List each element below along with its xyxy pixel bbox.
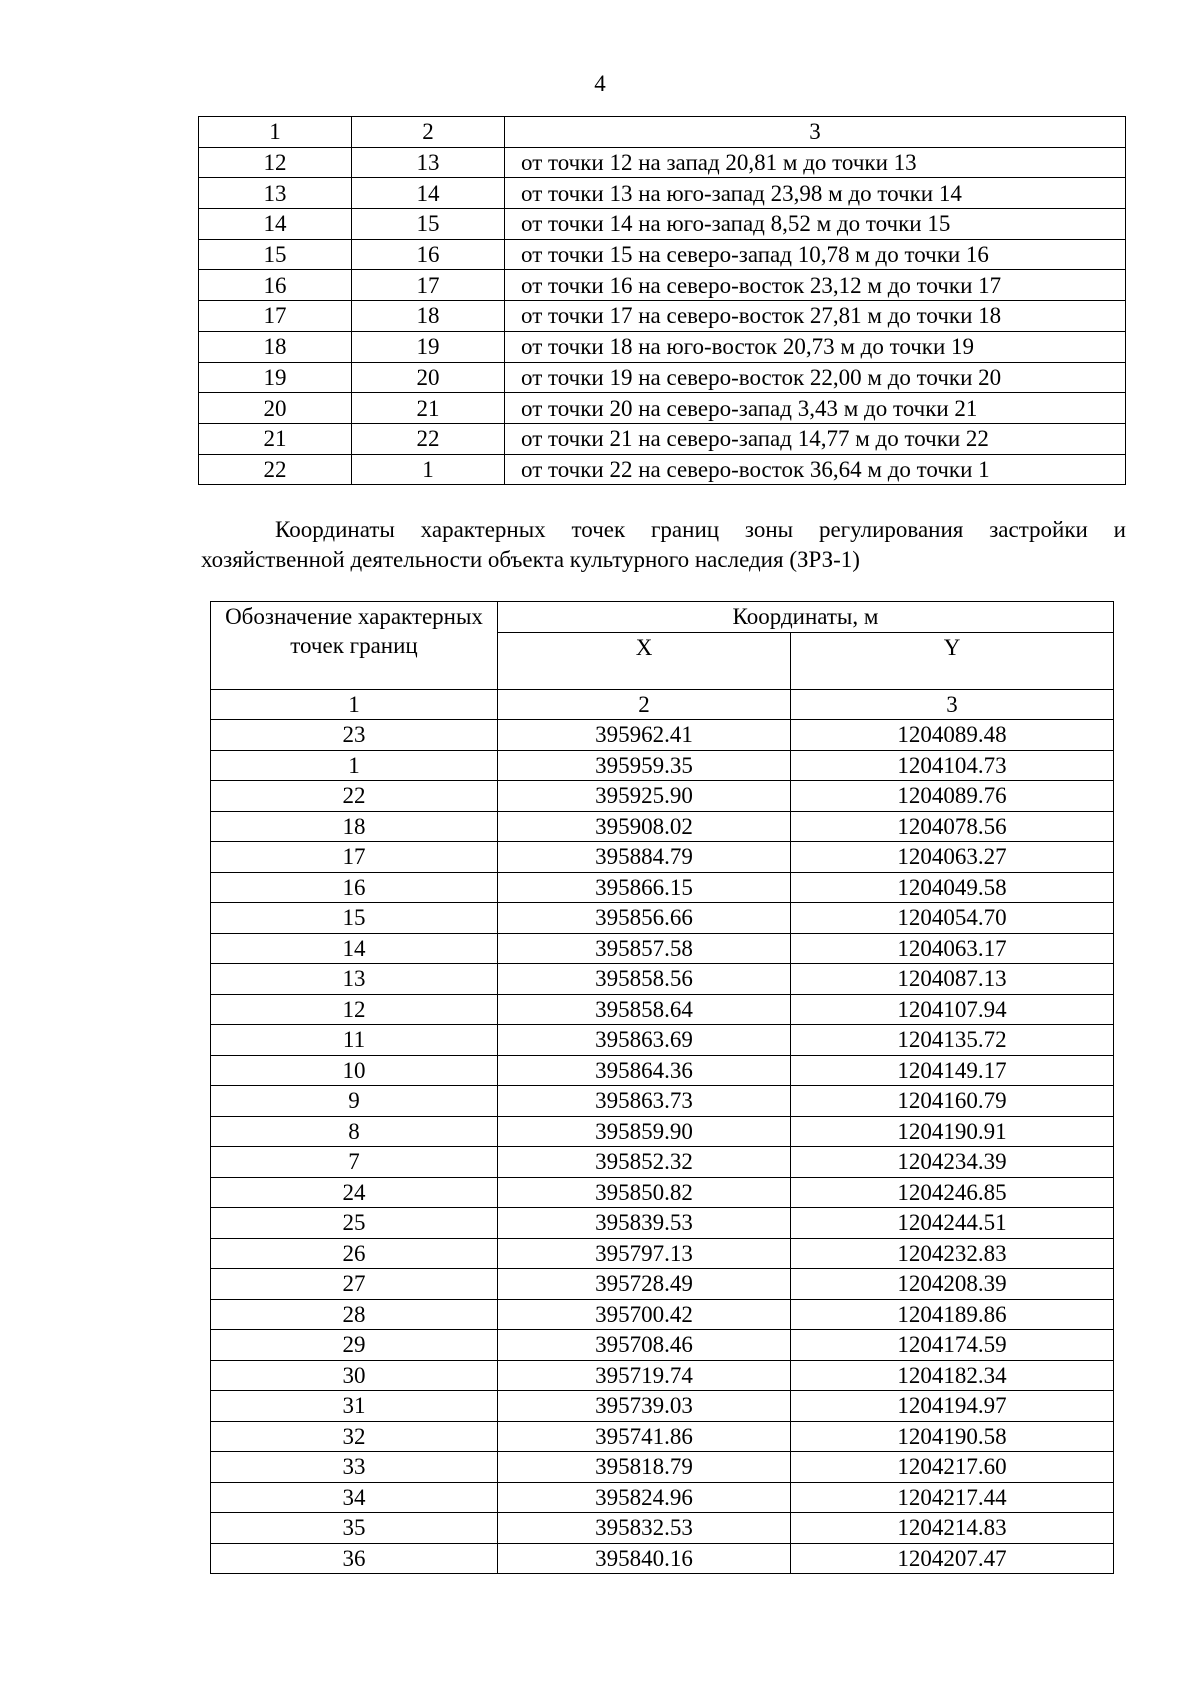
point-cell: 27 (211, 1269, 498, 1300)
y-coordinate-cell: 1204078.56 (791, 811, 1114, 842)
x-coordinate-cell: 395856.66 (498, 903, 791, 934)
table-row (211, 1330, 1114, 1361)
to-point-cell: 17 (352, 270, 505, 301)
x-coordinate-cell: 395839.53 (498, 1208, 791, 1239)
y-coordinate-cell: 1204214.83 (791, 1513, 1114, 1544)
column-number: 1 (211, 689, 498, 720)
table-row (199, 147, 1126, 178)
description-cell: от точки 15 на северо-запад 10,78 м до точки 16 (505, 239, 1126, 270)
description-cell: от точки 14 на юго-запад 8,52 м до точки 15 (505, 209, 1126, 240)
x-coordinate-cell: 395859.90 (498, 1116, 791, 1147)
x-coordinate-cell: 395824.96 (498, 1482, 791, 1513)
table-row (211, 1513, 1114, 1544)
from-point-cell: 16 (199, 270, 352, 301)
point-cell: 32 (211, 1421, 498, 1452)
coordinates-header: Координаты, м (498, 602, 1114, 633)
y-coordinate-cell: 1204054.70 (791, 903, 1114, 934)
point-cell: 12 (211, 994, 498, 1025)
x-coordinate-cell: 395959.35 (498, 750, 791, 781)
x-coordinate-cell: 395866.15 (498, 872, 791, 903)
description-cell: от точки 17 на северо-восток 27,81 м до точки 18 (505, 301, 1126, 332)
table-row (199, 362, 1126, 393)
description-cell: от точки 22 на северо-восток 36,64 м до точки 1 (505, 454, 1126, 485)
y-header: Y (791, 632, 1114, 689)
table-row (211, 1177, 1114, 1208)
point-cell: 29 (211, 1330, 498, 1361)
point-cell: 13 (211, 964, 498, 995)
point-cell: 28 (211, 1299, 498, 1330)
point-cell: 15 (211, 903, 498, 934)
point-cell: 25 (211, 1208, 498, 1239)
table-row (211, 1055, 1114, 1086)
table-row (199, 239, 1126, 270)
x-coordinate-cell: 395797.13 (498, 1238, 791, 1269)
table-row (211, 1543, 1114, 1574)
to-point-cell: 18 (352, 301, 505, 332)
x-coordinate-cell: 395908.02 (498, 811, 791, 842)
table-row (199, 423, 1126, 454)
to-point-cell: 20 (352, 362, 505, 393)
y-coordinate-cell: 1204208.39 (791, 1269, 1114, 1300)
y-coordinate-cell: 1204049.58 (791, 872, 1114, 903)
to-point-cell: 1 (352, 454, 505, 485)
y-coordinate-cell: 1204135.72 (791, 1025, 1114, 1056)
from-point-cell: 14 (199, 209, 352, 240)
from-point-cell: 20 (199, 393, 352, 424)
segments-table (198, 116, 1126, 485)
point-cell: 30 (211, 1360, 498, 1391)
y-coordinate-cell: 1204149.17 (791, 1055, 1114, 1086)
table-row (211, 1269, 1114, 1300)
x-coordinate-cell: 395739.03 (498, 1391, 791, 1422)
table-row (211, 720, 1114, 751)
to-point-cell: 16 (352, 239, 505, 270)
point-cell: 26 (211, 1238, 498, 1269)
x-coordinate-cell: 395857.58 (498, 933, 791, 964)
point-cell: 24 (211, 1177, 498, 1208)
description-cell: от точки 21 на северо-запад 14,77 м до точки 22 (505, 423, 1126, 454)
x-coordinate-cell: 395852.32 (498, 1147, 791, 1178)
table-row (211, 1299, 1114, 1330)
point-cell: 14 (211, 933, 498, 964)
table-row (211, 781, 1114, 812)
table-row (211, 1147, 1114, 1178)
point-designation-header: Обозначение характерных точек границ (211, 602, 498, 690)
point-cell: 7 (211, 1147, 498, 1178)
page-number: 4 (594, 71, 606, 96)
point-cell: 33 (211, 1452, 498, 1483)
to-point-cell: 19 (352, 331, 505, 362)
point-cell: 9 (211, 1086, 498, 1117)
y-coordinate-cell: 1204104.73 (791, 750, 1114, 781)
table-row (211, 1360, 1114, 1391)
y-coordinate-cell: 1204190.91 (791, 1116, 1114, 1147)
table-row (211, 842, 1114, 873)
table-caption: Координаты характерных точек границ зоны регулирования застройки и хозяйственной деятельности объекта культурного наследия (ЗРЗ-1) (201, 517, 1126, 572)
x-coordinate-cell: 395863.69 (498, 1025, 791, 1056)
to-point-cell: 21 (352, 393, 505, 424)
y-coordinate-cell: 1204174.59 (791, 1330, 1114, 1361)
table-row (199, 454, 1126, 485)
description-cell: от точки 18 на юго-восток 20,73 м до точки 19 (505, 331, 1126, 362)
from-point-cell: 17 (199, 301, 352, 332)
x-coordinate-cell: 395840.16 (498, 1543, 791, 1574)
y-coordinate-cell: 1204190.58 (791, 1421, 1114, 1452)
point-cell: 23 (211, 720, 498, 751)
table-row (211, 1391, 1114, 1422)
point-cell: 36 (211, 1543, 498, 1574)
y-coordinate-cell: 1204194.97 (791, 1391, 1114, 1422)
y-coordinate-cell: 1204217.44 (791, 1482, 1114, 1513)
point-cell: 10 (211, 1055, 498, 1086)
description-cell: от точки 12 на запад 20,81 м до точки 13 (505, 147, 1126, 178)
table-row (211, 1208, 1114, 1239)
y-coordinate-cell: 1204234.39 (791, 1147, 1114, 1178)
point-cell: 1 (211, 750, 498, 781)
y-coordinate-cell: 1204063.27 (791, 842, 1114, 873)
x-coordinate-cell: 395719.74 (498, 1360, 791, 1391)
x-coordinate-cell: 395728.49 (498, 1269, 791, 1300)
y-coordinate-cell: 1204207.47 (791, 1543, 1114, 1574)
point-cell: 31 (211, 1391, 498, 1422)
column-number: 2 (498, 689, 791, 720)
column-number: 3 (791, 689, 1114, 720)
y-coordinate-cell: 1204160.79 (791, 1086, 1114, 1117)
y-coordinate-cell: 1204217.60 (791, 1452, 1114, 1483)
table-row (211, 1086, 1114, 1117)
description-cell: от точки 13 на юго-запад 23,98 м до точки 14 (505, 178, 1126, 209)
table-row (211, 1482, 1114, 1513)
from-point-cell: 18 (199, 331, 352, 362)
x-coordinate-cell: 395884.79 (498, 842, 791, 873)
x-coordinate-cell: 395741.86 (498, 1421, 791, 1452)
table-row (211, 1238, 1114, 1269)
x-coordinate-cell: 395700.42 (498, 1299, 791, 1330)
table-row (211, 1116, 1114, 1147)
description-cell: от точки 19 на северо-восток 22,00 м до точки 20 (505, 362, 1126, 393)
point-cell: 17 (211, 842, 498, 873)
y-coordinate-cell: 1204232.83 (791, 1238, 1114, 1269)
point-cell: 22 (211, 781, 498, 812)
table-row (211, 903, 1114, 934)
from-point-cell: 22 (199, 454, 352, 485)
column-header: 3 (505, 117, 1126, 148)
table-row (211, 872, 1114, 903)
x-coordinate-cell: 395850.82 (498, 1177, 791, 1208)
x-coordinate-cell: 395864.36 (498, 1055, 791, 1086)
point-cell: 34 (211, 1482, 498, 1513)
table-row (211, 933, 1114, 964)
from-point-cell: 12 (199, 147, 352, 178)
column-header: 2 (352, 117, 505, 148)
table-header-row (211, 602, 1114, 633)
y-coordinate-cell: 1204244.51 (791, 1208, 1114, 1239)
table-row (199, 393, 1126, 424)
column-number-row (211, 689, 1114, 720)
point-cell: 8 (211, 1116, 498, 1147)
description-cell: от точки 16 на северо-восток 23,12 м до точки 17 (505, 270, 1126, 301)
from-point-cell: 21 (199, 423, 352, 454)
table-row (199, 301, 1126, 332)
y-coordinate-cell: 1204246.85 (791, 1177, 1114, 1208)
description-cell: от точки 20 на северо-запад 3,43 м до точки 21 (505, 393, 1126, 424)
x-coordinate-cell: 395708.46 (498, 1330, 791, 1361)
table-row (199, 270, 1126, 301)
x-header: X (498, 632, 791, 689)
table-header-row (199, 117, 1126, 148)
from-point-cell: 13 (199, 178, 352, 209)
to-point-cell: 13 (352, 147, 505, 178)
table-row (211, 1452, 1114, 1483)
y-coordinate-cell: 1204189.86 (791, 1299, 1114, 1330)
y-coordinate-cell: 1204063.17 (791, 933, 1114, 964)
from-point-cell: 15 (199, 239, 352, 270)
table-row (211, 750, 1114, 781)
x-coordinate-cell: 395925.90 (498, 781, 791, 812)
table-row (199, 209, 1126, 240)
y-coordinate-cell: 1204182.34 (791, 1360, 1114, 1391)
x-coordinate-cell: 395858.56 (498, 964, 791, 995)
table-row (211, 994, 1114, 1025)
to-point-cell: 22 (352, 423, 505, 454)
y-coordinate-cell: 1204089.48 (791, 720, 1114, 751)
x-coordinate-cell: 395818.79 (498, 1452, 791, 1483)
x-coordinate-cell: 395863.73 (498, 1086, 791, 1117)
y-coordinate-cell: 1204107.94 (791, 994, 1114, 1025)
to-point-cell: 15 (352, 209, 505, 240)
point-cell: 11 (211, 1025, 498, 1056)
table-row (211, 1421, 1114, 1452)
coordinates-table (210, 601, 1114, 1574)
column-header: 1 (199, 117, 352, 148)
to-point-cell: 14 (352, 178, 505, 209)
y-coordinate-cell: 1204089.76 (791, 781, 1114, 812)
table-row (199, 331, 1126, 362)
y-coordinate-cell: 1204087.13 (791, 964, 1114, 995)
table-row (199, 178, 1126, 209)
x-coordinate-cell: 395858.64 (498, 994, 791, 1025)
point-cell: 35 (211, 1513, 498, 1544)
table-row (211, 811, 1114, 842)
table-row (211, 1025, 1114, 1056)
point-cell: 16 (211, 872, 498, 903)
from-point-cell: 19 (199, 362, 352, 393)
x-coordinate-cell: 395962.41 (498, 720, 791, 751)
point-cell: 18 (211, 811, 498, 842)
table-row (211, 964, 1114, 995)
x-coordinate-cell: 395832.53 (498, 1513, 791, 1544)
